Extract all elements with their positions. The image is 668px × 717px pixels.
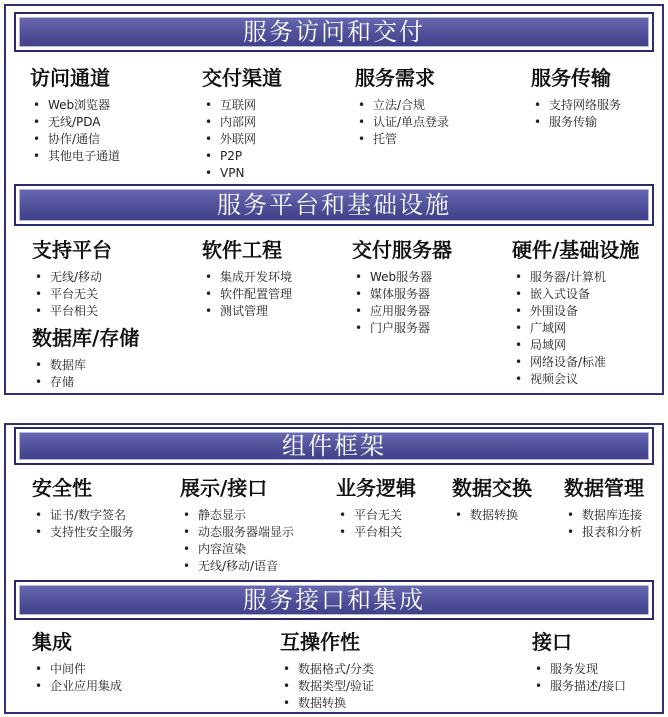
- list-item: • 互联网: [202, 97, 282, 114]
- list-item: • 立法/合规: [355, 97, 449, 114]
- list-item: • 动态服务器端显示: [180, 524, 294, 541]
- list-item: • 应用服务器: [352, 303, 452, 320]
- column-interoperability: [280, 626, 374, 712]
- column-heading: 服务需求: [355, 66, 435, 90]
- column-heading: 数据管理: [564, 476, 644, 500]
- column-heading: 交付渠道: [202, 66, 282, 90]
- list-item: • 网络设备/标准: [512, 354, 639, 371]
- item-list: [32, 269, 112, 320]
- item-list: [202, 97, 282, 182]
- list-item: • 存储: [32, 374, 139, 391]
- list-item: • 认证/单点登录: [355, 114, 449, 131]
- list-item: • 服务发现: [532, 661, 626, 678]
- list-item: • 外围设备: [512, 303, 639, 320]
- list-item: • 数据库连接: [564, 507, 644, 524]
- column-heading: 交付服务器: [352, 238, 452, 262]
- list-item: • 平台相关: [32, 303, 112, 320]
- item-list: [32, 357, 139, 391]
- section-banner-service-interface: 服务接口和集成: [14, 580, 654, 620]
- column-heading: 数据库/存储: [32, 326, 140, 350]
- list-item: • 静态显示: [180, 507, 294, 524]
- item-list: [336, 507, 416, 541]
- list-item: • 数据格式/分类: [280, 661, 374, 678]
- column-interface: [532, 626, 626, 695]
- column-heading: 支持平台: [32, 238, 112, 262]
- column-heading: 安全性: [32, 476, 92, 500]
- column-heading: 软件工程: [202, 238, 282, 262]
- item-list: [355, 97, 449, 148]
- item-list: [32, 661, 122, 695]
- list-item: • 平台无关: [32, 286, 112, 303]
- column-database-storage: [32, 322, 139, 391]
- column-access-channels: [30, 62, 120, 165]
- list-item: • 外联网: [202, 131, 282, 148]
- item-list: [180, 507, 294, 575]
- list-item: • VPN: [202, 165, 282, 182]
- list-item: • 协作/通信: [30, 131, 120, 148]
- column-software-engineering: [202, 234, 292, 320]
- item-list: [564, 507, 644, 541]
- column-heading: 数据交换: [452, 476, 532, 500]
- list-item: • Web服务器: [352, 269, 452, 286]
- column-data-interchange: [452, 472, 532, 524]
- list-item: • 支持性安全服务: [32, 524, 134, 541]
- list-item: • 集成开发环境: [202, 269, 292, 286]
- list-item: • Web浏览器: [30, 97, 120, 114]
- column-data-management: [564, 472, 644, 541]
- list-item: • 其他电子通道: [30, 148, 120, 165]
- list-item: • 媒体服务器: [352, 286, 452, 303]
- list-item: • 托管: [355, 131, 449, 148]
- list-item: • 广域网: [512, 320, 639, 337]
- list-item: • 嵌入式设备: [512, 286, 639, 303]
- column-heading: 硬件/基础设施: [512, 238, 640, 262]
- column-heading: 展示/接口: [180, 476, 268, 500]
- list-item: • 无线/移动/语音: [180, 558, 294, 575]
- list-item: • 内部网: [202, 114, 282, 131]
- item-list: [280, 661, 374, 712]
- column-heading: 服务传输: [531, 66, 611, 90]
- column-delivery-servers: [352, 234, 452, 337]
- list-item: • 无线/PDA: [30, 114, 120, 131]
- column-heading: 访问通道: [30, 66, 110, 90]
- list-item: • 企业应用集成: [32, 678, 122, 695]
- list-item: • 支持网络服务: [531, 97, 621, 114]
- item-list: [452, 507, 532, 524]
- list-item: • 服务描述/接口: [532, 678, 626, 695]
- item-list: [30, 97, 120, 165]
- list-item: • 测试管理: [202, 303, 292, 320]
- item-list: [202, 269, 292, 320]
- section-banner-service-platform: 服务平台和基础设施: [14, 184, 654, 226]
- section-banner-service-access: 服务访问和交付: [14, 12, 654, 52]
- list-item: • 数据转换: [280, 695, 374, 712]
- item-list: [531, 97, 621, 131]
- list-item: • 服务传输: [531, 114, 621, 131]
- item-list: [352, 269, 452, 337]
- column-delivery-channels: [202, 62, 282, 182]
- list-item: • 内容渲染: [180, 541, 294, 558]
- column-heading: 业务逻辑: [336, 476, 416, 500]
- item-list: [532, 661, 626, 695]
- list-item: • 数据转换: [452, 507, 532, 524]
- column-heading: 互操作性: [280, 630, 360, 654]
- list-item: • 中间件: [32, 661, 122, 678]
- column-heading: 集成: [32, 630, 72, 654]
- item-list: [32, 507, 134, 541]
- list-item: • 证书/数字签名: [32, 507, 134, 524]
- column-hardware-infrastructure: [512, 234, 639, 388]
- item-list: [512, 269, 639, 388]
- list-item: • 平台无关: [336, 507, 416, 524]
- list-item: • 平台相关: [336, 524, 416, 541]
- list-item: • 数据类型/验证: [280, 678, 374, 695]
- section-banner-component-framework: 组件框架: [14, 427, 654, 465]
- list-item: • 报表和分析: [564, 524, 644, 541]
- column-integration: [32, 626, 122, 695]
- list-item: • 服务器/计算机: [512, 269, 639, 286]
- list-item: • 门户服务器: [352, 320, 452, 337]
- column-service-requirements: [355, 62, 449, 148]
- column-security: [32, 472, 134, 541]
- column-supporting-platforms: [32, 234, 112, 320]
- list-item: • 视频会议: [512, 371, 639, 388]
- list-item: • 局域网: [512, 337, 639, 354]
- list-item: • 软件配置管理: [202, 286, 292, 303]
- column-business-logic: [336, 472, 416, 541]
- list-item: • 数据库: [32, 357, 139, 374]
- list-item: • P2P: [202, 148, 282, 165]
- column-service-transport: [531, 62, 621, 131]
- column-heading: 接口: [532, 630, 572, 654]
- column-presentation-interface: [180, 472, 294, 575]
- list-item: • 无线/移动: [32, 269, 112, 286]
